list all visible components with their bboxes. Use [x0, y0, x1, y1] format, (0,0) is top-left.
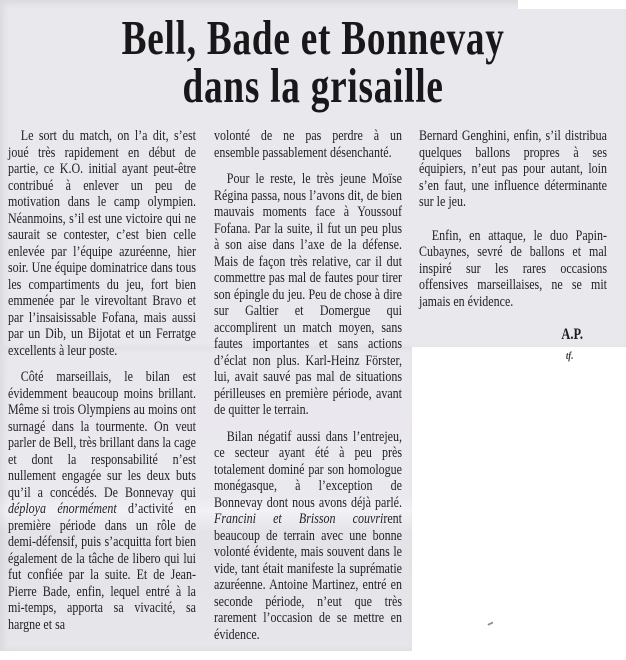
text-run: Bilan négatif aussi dans l’entrejeu, ce secteur ayant été à peu près totalement dominé par son homologue monégasque, à l’exception de Bonnevay dont nous avons déjà parlé. [214, 428, 402, 511]
text-run: Le sort du match, on l’a dit, s’est joué très rapidement en début de partie, ce K.O. initial ayant peut-être contribué à enlever un peu de motivation dans le camp olympien. Néanmoins, s’il est une victoire qui ne saurait se contester, c’est bien celle enlevée par l’équipe azuréenne, hier soir. Une équipe dominatrice dans tous les compartiments du jeu, fort bien emmenée par le virevoltant Bravo et par l’insaisissable Fofana, mais aussi par un Dib, un Bijotat et un Ferratge excellents à leur poste. [8, 128, 196, 359]
body-column-3-paragraphs [419, 128, 607, 310]
author-initials: A.P. [561, 326, 583, 343]
scan-artifact-mark [484, 615, 493, 626]
paragraph [8, 369, 196, 633]
body-column-3-text [419, 128, 607, 364]
body-column-1-text [8, 128, 196, 633]
paragraph [419, 128, 607, 211]
body-column-2 [214, 128, 402, 653]
body-column-1 [8, 128, 196, 643]
body-column-3 [419, 128, 607, 364]
body-column-2-text [214, 128, 402, 643]
scan-cutout-top-right [518, 0, 626, 9]
text-run: Bernard Genghini, enfin, s’il distribua quelques ballons propres à ses équipiers, n’eut pas pour autant, loin s’en faut, une influence déterminante sur le jeu. [419, 128, 607, 210]
text-run: d’activité en première période dans un rôle de demi-défensif, puis s’acquitta fort bien également de la tâche de libero qui lui fut confiée par la suite. Et de Jean-Pierre Bade, enfin, lequel entré à la mi-temps, apporta sa vivacité, sa hargne et sa [8, 501, 196, 633]
article-headline-line1: Bell, Bade et Bonnevay [121, 10, 505, 65]
paragraph [214, 429, 402, 644]
paragraph [419, 228, 607, 311]
italic-text-run: Francini et Brisson couvri [214, 511, 384, 527]
text-run: volonté de ne pas perdre à un ensemble passablement désenchanté. [214, 128, 402, 161]
text-run: Pour le reste, le très jeune Moïse Régina passa, nous l’avons dit, de bien mauvais moments face à Youssouf Fofana. Par la suite, il fut un peu plus à son aise dans l’axe de la défense. Mais de façon très relative, car il dut commettre pas mal de fautes pour tirer son épingle du jeu. Peu de chose à dire sur Galtier et Domergue qui accomplirent un match moyen, sans fautes importantes et sans actions d’éclat non plus. Karl-Heinz Förster, lui, avait sauvé pas mal de situations périlleuses en première période, avant de quitter le terrain. [214, 171, 402, 418]
text-run: rent beaucoup de terrain avec une bonne volonté évidente, mais souvent dans le vide, tant était manifeste la suprématie azuréenne. Antoine Martinez, entré en seconde période, n’eut que très rarement l’occasion de se mettre en évidence. [214, 511, 402, 643]
article-headline [0, 10, 626, 113]
paragraph [214, 171, 402, 419]
text-run: Côté marseillais, le bilan est évidemment beaucoup moins brillant. Même si trois Olympiens au moins ont surnagé dans la tourmente. On veut parler de Bell, très brillant dans la cage et dont la responsabilité n’est nullement engagée sur les deux buts qu’il a concédés. De Bonnevay qui [8, 369, 196, 501]
paragraph [214, 128, 402, 161]
text-run: Enfin, en attaque, le duo Papin-Cubaynes, sevré de ballons et mal inspiré sur les rares occasions offensives marseillaises, ne se mit jamais en évidence. [419, 227, 607, 310]
paragraph [8, 128, 196, 359]
cutoff-text-fragment: tf. [565, 349, 574, 362]
article-headline-line2: dans la grisaille [182, 58, 444, 113]
italic-text-run: déploya énormément [8, 501, 117, 517]
